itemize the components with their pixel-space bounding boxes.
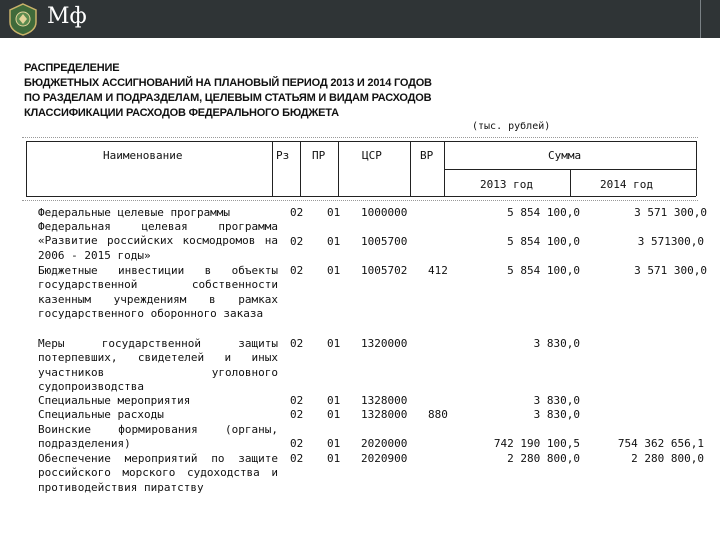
title-line: КЛАССИФИКАЦИИ РАСХОДОВ ФЕДЕРАЛЬНОГО БЮДЖЕТА bbox=[24, 107, 339, 119]
brand-logo-text: Мф bbox=[47, 4, 87, 29]
row-rz: 02 bbox=[290, 437, 304, 450]
row-sum-2014: 3 571 300,0 bbox=[634, 264, 707, 277]
row-csr: 1000000 bbox=[361, 206, 408, 219]
row-csr: 1328000 bbox=[361, 394, 408, 407]
divider bbox=[22, 137, 698, 138]
header-2013: 2013 год bbox=[480, 178, 533, 191]
row-pr: 01 bbox=[327, 235, 341, 248]
row-sum-2013: 3 830,0 bbox=[533, 394, 580, 407]
header-name: Наименование bbox=[103, 149, 183, 162]
row-rz: 02 bbox=[290, 394, 304, 407]
divider bbox=[22, 200, 698, 201]
col-border bbox=[272, 141, 273, 196]
col-border bbox=[26, 141, 27, 196]
header-top-border bbox=[26, 141, 696, 142]
row-sum-2013: 3 830,0 bbox=[533, 337, 580, 350]
row-name: Специальные мероприятия bbox=[38, 394, 191, 407]
header-sum: Сумма bbox=[548, 149, 582, 162]
row-vr: 880 bbox=[428, 408, 448, 421]
row-sum-2013: 742 190 100,5 bbox=[493, 437, 580, 450]
title-line: РАСПРЕДЕЛЕНИЕ bbox=[24, 62, 120, 74]
col-border bbox=[338, 141, 339, 196]
row-pr: 01 bbox=[327, 452, 341, 465]
row-name: Обеспечение мероприятий по защите российского морского судоходства и противодействия пиратству bbox=[38, 452, 278, 494]
row-rz: 02 bbox=[290, 206, 304, 219]
header-pr: ПР bbox=[312, 149, 326, 162]
header-vr: ВР bbox=[420, 149, 434, 162]
row-pr: 01 bbox=[327, 206, 341, 219]
row-pr: 01 bbox=[327, 394, 341, 407]
title-line: ПО РАЗДЕЛАМ И ПОДРАЗДЕЛАМ, ЦЕЛЕВЫМ СТАТЬЯМ И ВИДАМ РАСХОДОВ bbox=[24, 92, 432, 104]
row-name: Воинские формирования (органы, подразделения) bbox=[38, 423, 278, 451]
row-sum-2013: 5 854 100,0 bbox=[507, 235, 580, 248]
header-bar bbox=[0, 0, 720, 38]
row-name: Специальные расходы bbox=[38, 408, 164, 421]
row-pr: 01 bbox=[327, 437, 341, 450]
row-csr: 1320000 bbox=[361, 337, 408, 350]
row-name: Федеральные целевые программы bbox=[38, 206, 231, 219]
row-csr: 1005702 bbox=[361, 264, 408, 277]
col-border bbox=[570, 169, 571, 196]
row-pr: 01 bbox=[327, 264, 341, 277]
col-border bbox=[444, 141, 445, 196]
row-rz: 02 bbox=[290, 452, 304, 465]
row-sum-2013: 5 854 100,0 bbox=[507, 264, 580, 277]
row-pr: 01 bbox=[327, 337, 341, 350]
row-csr: 1005700 bbox=[361, 235, 408, 248]
row-sum-2014: 754 362 656,1 bbox=[617, 437, 704, 450]
units-label: (тыс. рублей) bbox=[472, 121, 551, 132]
row-csr: 2020000 bbox=[361, 437, 408, 450]
row-sum-2013: 3 830,0 bbox=[533, 408, 580, 421]
row-rz: 02 bbox=[290, 235, 304, 248]
row-sum-2014: 2 280 800,0 bbox=[631, 452, 704, 465]
header-csr: ЦСР bbox=[362, 149, 382, 162]
col-border bbox=[410, 141, 411, 196]
row-csr: 2020900 bbox=[361, 452, 408, 465]
col-border bbox=[300, 141, 301, 196]
row-rz: 02 bbox=[290, 408, 304, 421]
col-border bbox=[696, 141, 697, 196]
header-bottom-border bbox=[26, 196, 696, 197]
ministry-emblem-icon bbox=[6, 2, 40, 36]
header-divider bbox=[700, 0, 701, 38]
document-title bbox=[24, 61, 432, 121]
row-pr: 01 bbox=[327, 408, 341, 421]
header-2014: 2014 год bbox=[600, 178, 653, 191]
row-vr: 412 bbox=[428, 264, 448, 277]
header-rz: Рз bbox=[276, 149, 290, 162]
title-line: БЮДЖЕТНЫХ АССИГНОВАНИЙ НА ПЛАНОВЫЙ ПЕРИОД 2013 И 2014 ГОДОВ bbox=[24, 77, 432, 89]
row-sum-2013: 2 280 800,0 bbox=[507, 452, 580, 465]
row-rz: 02 bbox=[290, 264, 304, 277]
row-rz: 02 bbox=[290, 337, 304, 350]
row-csr: 1328000 bbox=[361, 408, 408, 421]
row-sum-2014: 3 571 300,0 bbox=[634, 206, 707, 219]
row-sum-2014: 3 571300,0 bbox=[637, 235, 704, 248]
row-name: Федеральная целевая программа «Развитие российских космодромов на 2006 - 2015 годы» bbox=[38, 220, 278, 262]
row-sum-2013: 5 854 100,0 bbox=[507, 206, 580, 219]
row-name: Меры государственной защиты потерпевших, свидетелей и иных участников уголовного судопроизводства bbox=[38, 337, 278, 393]
row-name: Бюджетные инвестиции в объекты государственной собственности казенным учреждениям в рамках государственного оборонного заказа bbox=[38, 264, 278, 320]
